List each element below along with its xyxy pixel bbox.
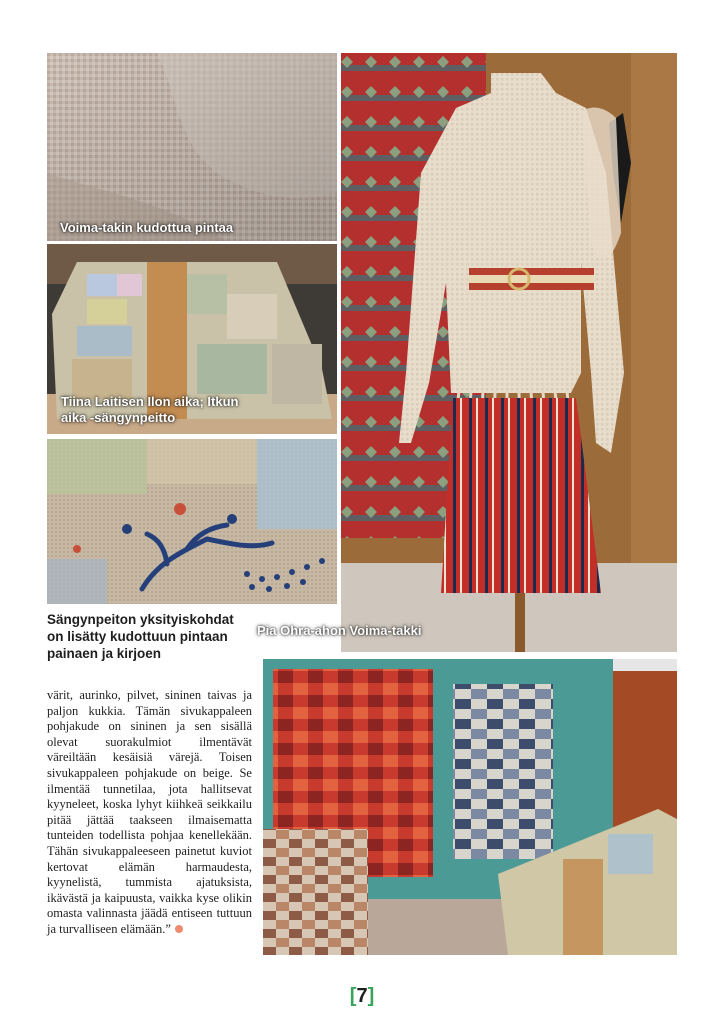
jacket-full-caption: Pia Ohra-ahon Voima-takki	[257, 623, 422, 638]
bedspread-details-caption	[47, 611, 257, 662]
article-body-text: värit, aurinko, pilvet, sininen taivas ja paljon kukkia. Tämän sivukappaleen pohjakude on sininen ja sen sisällä olevat suorakulmiot ilmentävät väreiltään kesäisiä värejä. Toisen sivukappaleen pohjakude on beige. Se ilmentää tunnetilaa, jota hallitsevat kyyneleet, koska lyhyt kiihkeä seikkailu pitää jättää taakseen ilmaisematta tunteiden todellista pohjaa kenellekään. Tähän sivukappaleeseen painetut kuviot kertovat elämän harmaudesta, kyynelistä, tummista ajatuksista, ikävästä ja kaipuusta, vaikka kyse olikin omasta valinnasta jäädä entiseen tuttuun ja turvalliseen elämään.”	[47, 688, 252, 936]
side-caption-line1: Sängynpeiton yksityiskohdat	[47, 612, 234, 627]
page-number	[340, 985, 384, 1008]
side-caption-line2: on lisätty kudottuun pintaan	[47, 629, 228, 644]
rugs-room-photo	[263, 659, 677, 955]
end-of-article-dot-icon	[175, 925, 183, 933]
page-number-open-bracket: [	[349, 985, 357, 1007]
bedspread-caption-line1: Tiina Laitisen Ilon aika; Itkun	[61, 394, 239, 409]
bedspread-detail-photo	[47, 439, 337, 604]
bedspread-caption-line2: aika -sängynpeitto	[61, 410, 176, 425]
jacket-full-photo	[257, 53, 677, 652]
page-number-value: 7	[356, 985, 368, 1007]
jacket-texture-caption: Voima-takin kudottua pintaa	[60, 220, 234, 235]
page-number-close-bracket: ]	[367, 985, 375, 1007]
article-body	[47, 688, 252, 938]
side-caption-line3: painaen ja kirjoen	[47, 646, 162, 661]
jacket-texture-photo	[47, 53, 337, 241]
bedspread-photo	[47, 244, 337, 434]
